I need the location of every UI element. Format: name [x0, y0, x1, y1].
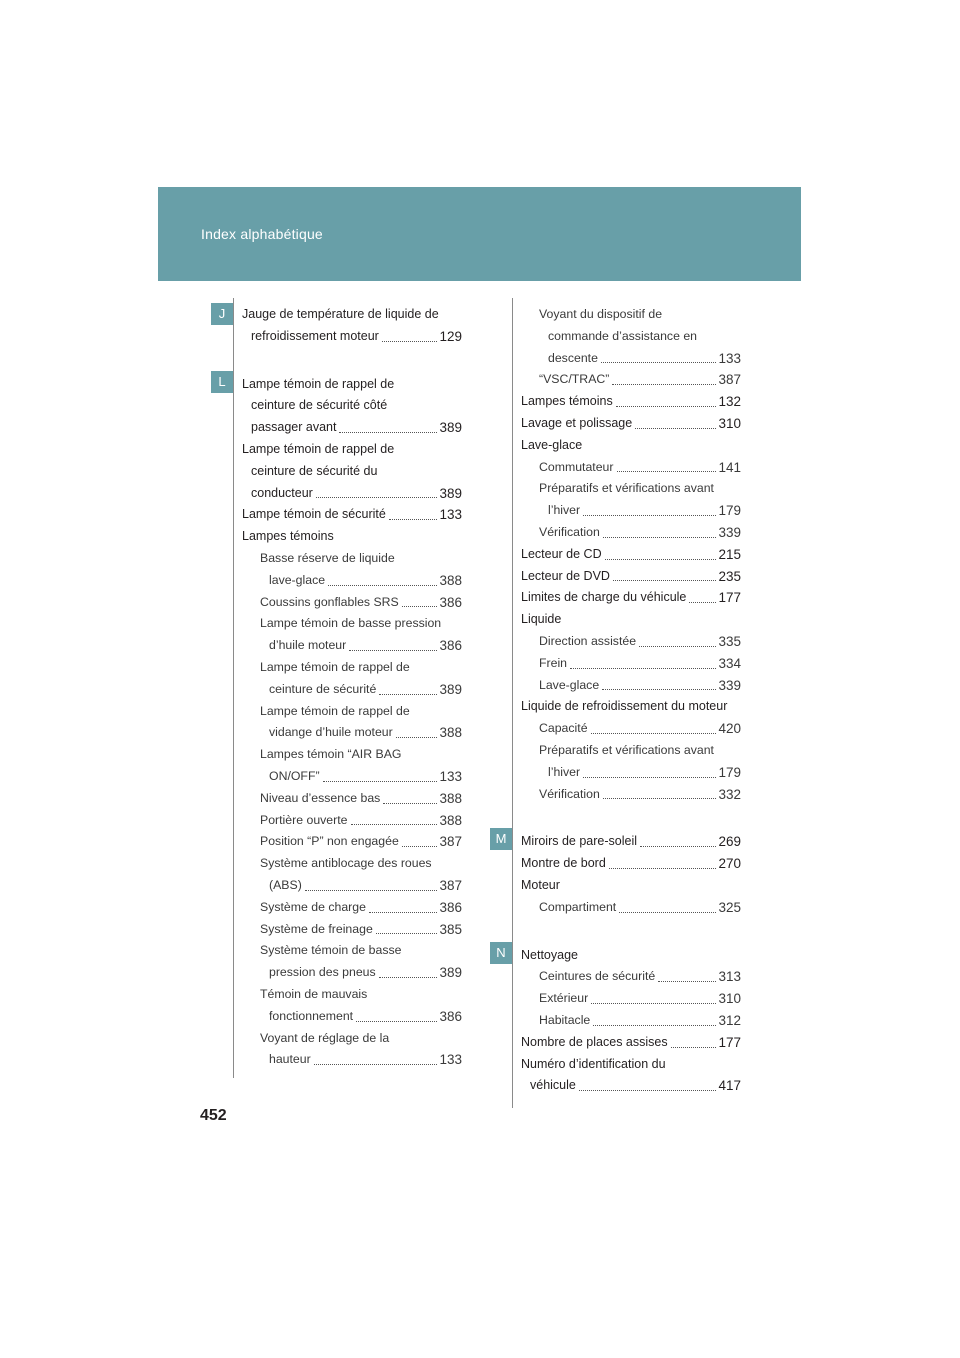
index-subentry[interactable]: Vérification 332 — [521, 784, 741, 806]
index-entry[interactable]: Lampe témoin de rappel de — [242, 441, 395, 456]
index-entry[interactable]: Lampes témoins — [242, 529, 334, 544]
page-ref: 339 — [718, 524, 741, 540]
index-subentry[interactable]: Direction assistée 335 — [521, 631, 741, 653]
index-subentry[interactable]: lave-glace 388 — [242, 570, 462, 592]
page-ref: 388 — [439, 572, 462, 588]
index-entry[interactable]: Nettoyage — [521, 947, 578, 962]
index-entry[interactable]: Liquide — [521, 612, 562, 627]
index-entry[interactable]: Nombre de places assises 177 — [521, 1032, 741, 1054]
index-subentry[interactable]: Capacité 420 — [521, 718, 741, 740]
index-entry[interactable]: Miroirs de pare-soleil 269 — [521, 831, 741, 853]
index-column-right — [521, 304, 741, 1097]
page-ref: 334 — [718, 655, 741, 671]
page-ref: 386 — [439, 638, 462, 654]
page-ref: 310 — [718, 415, 741, 431]
index-entry[interactable]: Lampe témoin de sécurité 133 — [242, 504, 462, 526]
index-subentry[interactable]: Coussins gonflables SRS 386 — [242, 592, 462, 614]
index-entry[interactable]: Lampes témoins 132 — [521, 391, 741, 413]
page-ref: 420 — [718, 721, 741, 737]
index-entry[interactable]: Jauge de température de liquide de — [242, 307, 439, 321]
index-subentry[interactable]: Système antiblocage des roues — [260, 856, 432, 871]
index-entry[interactable]: Lavage et polissage 310 — [521, 413, 741, 435]
page-ref: 389 — [439, 965, 462, 981]
page-ref: 133 — [439, 507, 462, 523]
page-ref: 179 — [718, 764, 741, 780]
page-ref: 177 — [718, 590, 741, 606]
index-subentry[interactable]: d’huile moteur 386 — [242, 635, 462, 657]
page-ref: 310 — [718, 991, 741, 1007]
index-entry[interactable]: Lave-glace — [521, 437, 583, 452]
page-ref: 387 — [439, 877, 462, 893]
page-ref: 332 — [718, 786, 741, 802]
index-subentry[interactable]: Extérieur 310 — [521, 988, 741, 1010]
page-ref: 385 — [439, 921, 462, 937]
index-subentry[interactable]: ceinture de sécurité 389 — [242, 679, 462, 701]
index-subentry[interactable]: Lave-glace 339 — [521, 675, 741, 697]
index-subentry[interactable]: Ceintures de sécurité 313 — [521, 966, 741, 988]
index-subentry[interactable]: Système témoin de basse — [260, 943, 402, 958]
index-subentry[interactable]: Compartiment 325 — [521, 897, 741, 919]
index-subentry[interactable]: Lampe témoin de rappel de — [260, 659, 410, 674]
index-subentry[interactable]: Basse réserve de liquide — [260, 550, 395, 565]
index-subentry[interactable]: Habitacle 312 — [521, 1010, 741, 1032]
page-ref: 179 — [718, 503, 741, 519]
index-entry[interactable]: ceinture de sécurité côté — [251, 398, 388, 413]
page-ref: 386 — [439, 899, 462, 915]
index-entry[interactable]: Lecteur de CD 215 — [521, 544, 741, 566]
page-ref: 129 — [439, 328, 462, 344]
page-ref: 387 — [439, 834, 462, 850]
index-entry[interactable]: Numéro d’identification du — [521, 1056, 666, 1071]
index-entry[interactable]: Moteur — [521, 877, 560, 892]
index-subentry[interactable]: Position “P” non engagée 387 — [242, 831, 462, 853]
index-subentry[interactable]: Système de freinage 385 — [242, 919, 462, 941]
page-ref: 388 — [439, 790, 462, 806]
index-subentry[interactable]: (ABS) 387 — [242, 875, 462, 897]
page-ref: 386 — [439, 594, 462, 610]
section-tab-j[interactable]: J — [211, 303, 233, 325]
index-subentry[interactable]: fonctionnement 386 — [242, 1006, 462, 1028]
column-divider-right — [512, 298, 513, 1108]
index-subentry[interactable]: Frein 334 — [521, 653, 741, 675]
section-tab-l[interactable]: L — [211, 371, 233, 393]
index-subentry[interactable]: Lampes témoin “AIR BAG — [260, 747, 402, 762]
page-ref: 270 — [718, 856, 741, 872]
index-subentry[interactable]: Niveau d’essence bas 388 — [242, 788, 462, 810]
index-entry[interactable]: Lampe témoin de rappel de — [242, 376, 395, 391]
index-subentry[interactable]: Témoin de mauvais — [260, 986, 368, 1001]
index-subentry[interactable]: Vérification 339 — [521, 522, 741, 544]
page-ref: 269 — [718, 834, 741, 850]
index-subentry[interactable]: pression des pneus 389 — [242, 962, 462, 984]
page-ref: 339 — [718, 677, 741, 693]
page-ref: 389 — [439, 420, 462, 436]
index-entry[interactable]: ceinture de sécurité du — [251, 463, 378, 478]
index-subentry[interactable]: Système de charge 386 — [242, 897, 462, 919]
index-subentry[interactable]: Voyant de réglage de la — [260, 1030, 390, 1045]
index-entry[interactable]: Lecteur de DVD 235 — [521, 566, 741, 588]
page-ref: 133 — [718, 350, 741, 366]
header-band — [158, 187, 801, 281]
index-subentry[interactable]: Commutateur 141 — [521, 457, 741, 479]
index-subentry[interactable]: descente 133 — [521, 348, 741, 370]
index-entry[interactable]: refroidissement moteur 129 — [242, 326, 462, 348]
index-entry[interactable]: passager avant 389 — [242, 417, 462, 439]
index-subentry[interactable]: Lampe témoin de rappel de — [260, 703, 410, 718]
index-entry[interactable]: Liquide de refroidissement du moteur — [521, 699, 728, 714]
index-subentry[interactable]: Préparatifs et vérifications avant — [539, 742, 714, 757]
page-ref: 417 — [718, 1078, 741, 1094]
page-ref: 335 — [718, 633, 741, 649]
index-subentry[interactable]: l’hiver 179 — [521, 762, 741, 784]
index-subentry[interactable]: vidange d’huile moteur 388 — [242, 722, 462, 744]
index-subentry[interactable]: hauteur 133 — [242, 1049, 462, 1071]
index-entry[interactable]: véhicule 417 — [521, 1075, 741, 1097]
index-subentry[interactable]: ON/OFF” 133 — [242, 766, 462, 788]
page-number: 452 — [200, 1107, 227, 1124]
index-subentry[interactable]: l’hiver 179 — [521, 500, 741, 522]
page-ref: 388 — [439, 725, 462, 741]
index-entry[interactable]: Limites de charge du véhicule 177 — [521, 587, 741, 609]
index-entry[interactable]: Montre de bord 270 — [521, 853, 741, 875]
page-ref: 215 — [718, 546, 741, 562]
page-ref: 141 — [718, 459, 741, 475]
index-subentry[interactable]: Lampe témoin de basse pression — [260, 616, 442, 631]
index-subentry[interactable]: Préparatifs et vérifications avant — [539, 481, 714, 496]
index-subentry[interactable]: Portière ouverte 388 — [242, 810, 462, 832]
page-title: Index alphabétique — [201, 226, 323, 242]
page-ref: 388 — [439, 812, 462, 828]
page-ref: 389 — [439, 485, 462, 501]
page-ref: 389 — [439, 681, 462, 697]
index-column-left — [242, 304, 462, 1071]
page-ref: 133 — [439, 768, 462, 784]
page-ref: 386 — [439, 1008, 462, 1024]
page-ref: 312 — [718, 1012, 741, 1028]
section-tab-n[interactable]: N — [490, 942, 512, 964]
page-ref: 235 — [718, 568, 741, 584]
section-tab-m[interactable]: M — [490, 828, 512, 850]
page-ref: 177 — [718, 1034, 741, 1050]
index-subentry[interactable]: “VSC/TRAC” 387 — [521, 369, 741, 391]
page-ref: 132 — [718, 394, 741, 410]
page-ref: 325 — [718, 899, 741, 915]
page-ref: 133 — [439, 1052, 462, 1068]
index-entry[interactable]: conducteur 389 — [242, 483, 462, 505]
page-ref: 387 — [718, 372, 741, 388]
index-subentry[interactable]: commande d’assistance en — [548, 328, 698, 343]
column-divider-left — [233, 298, 234, 1078]
index-subentry[interactable]: Voyant du dispositif de — [539, 307, 663, 321]
page-ref: 313 — [718, 969, 741, 985]
